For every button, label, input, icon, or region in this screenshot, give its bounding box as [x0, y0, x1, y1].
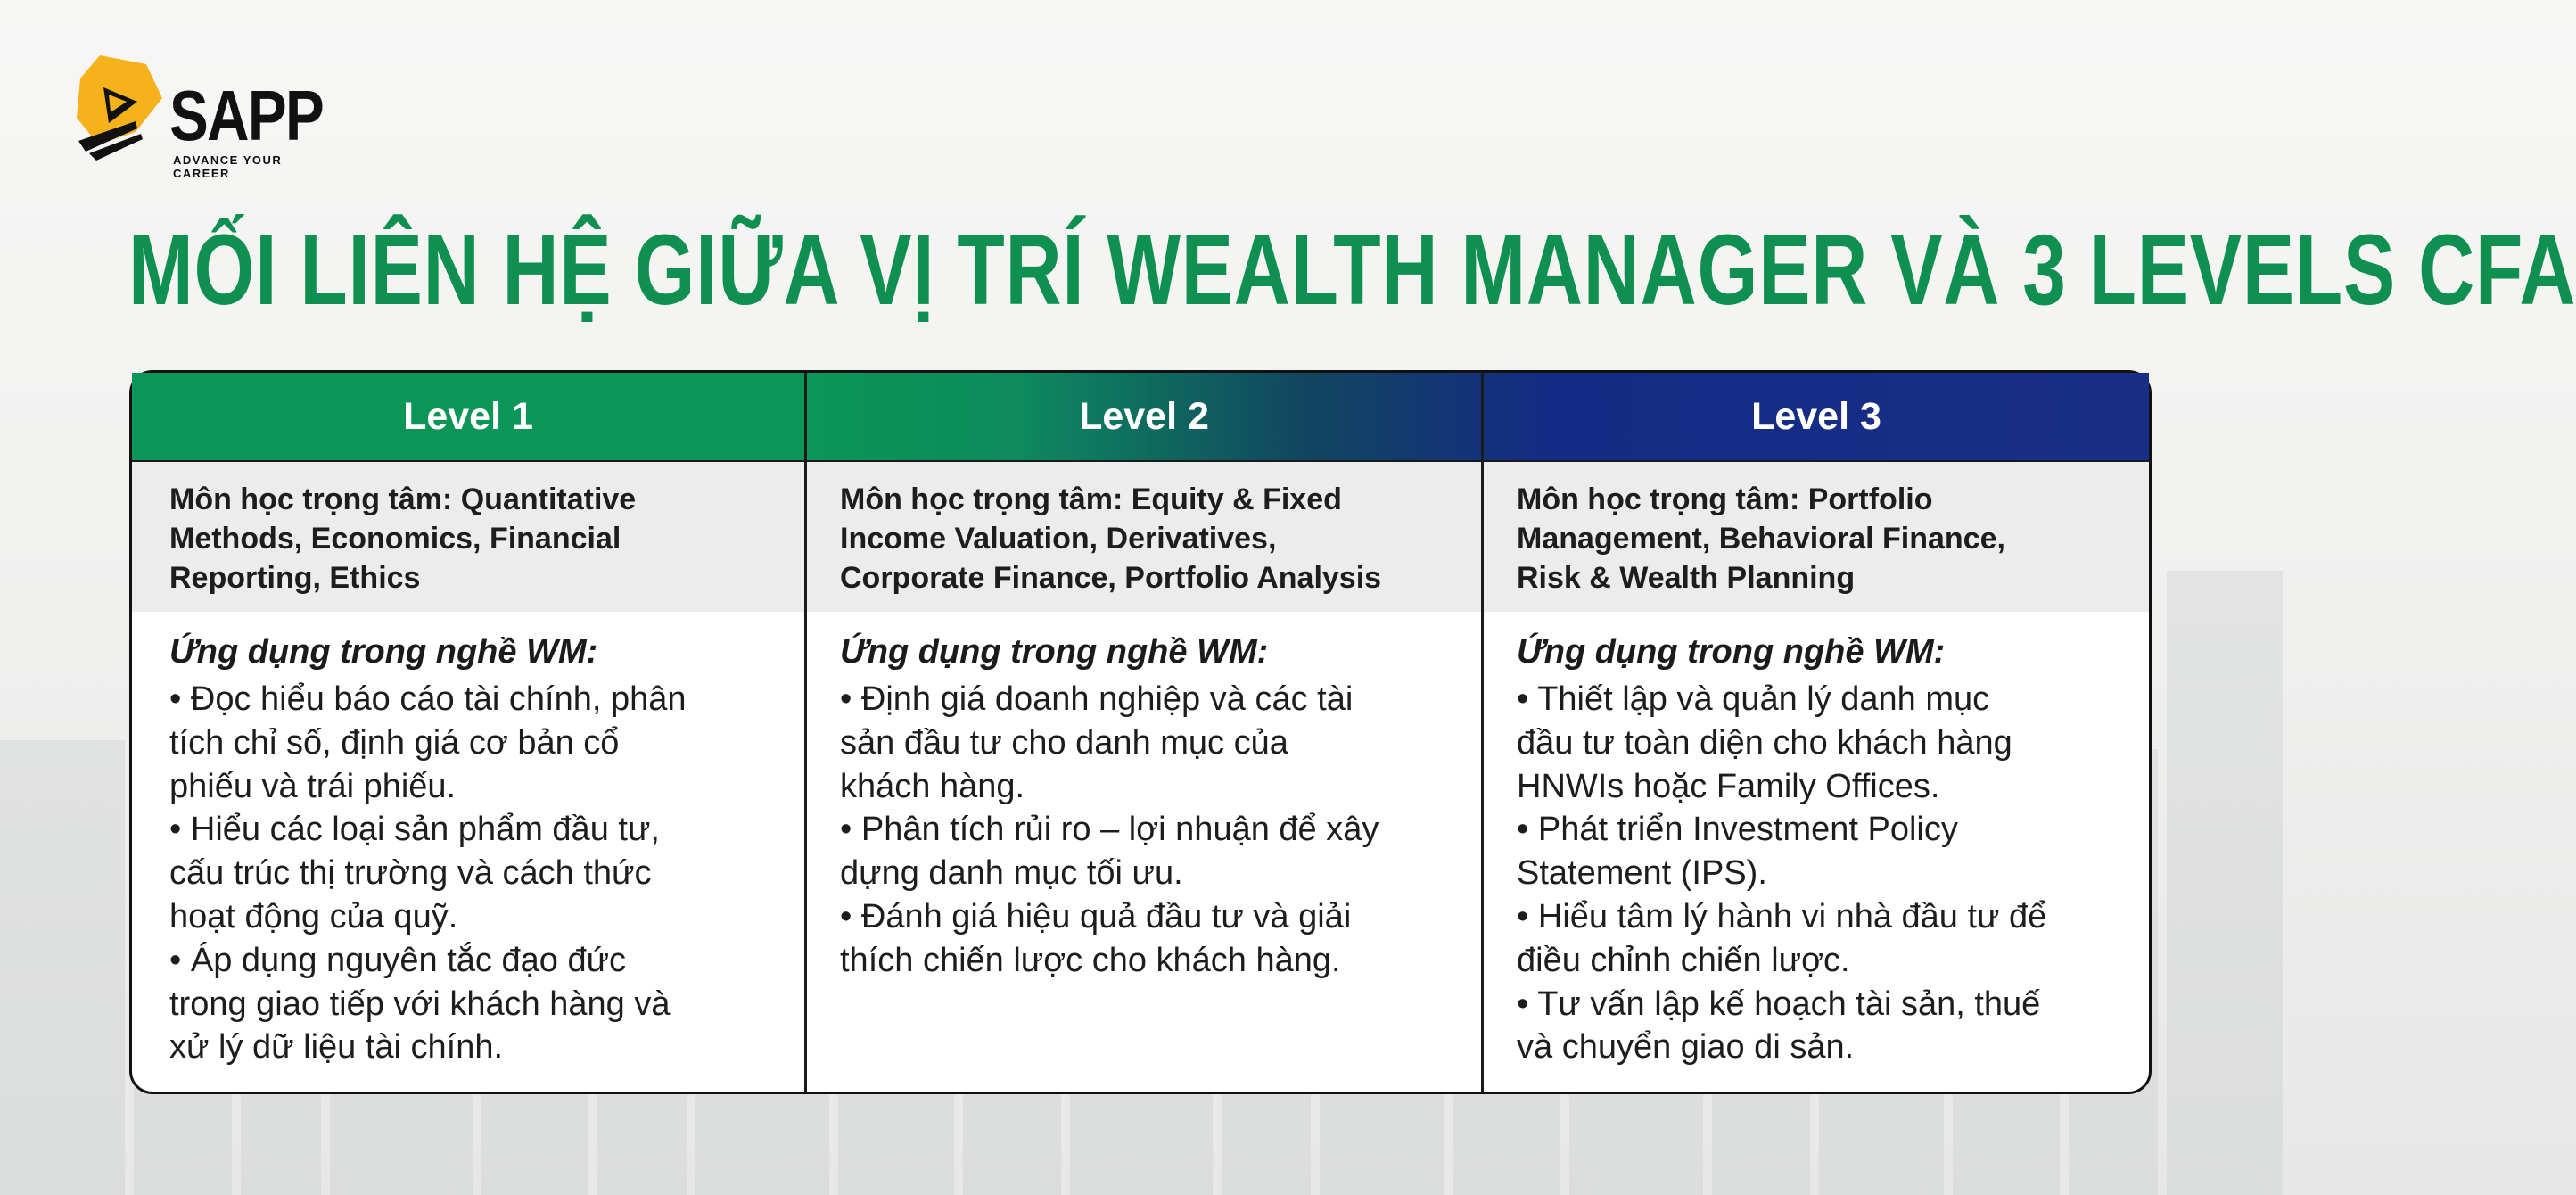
focus-line: Management, Behavioral Finance,	[1517, 522, 2005, 556]
list-item: • Đọc hiểu báo cáo tài chính, phân tích chỉ số, định giá cơ bản cổ phiếu và trái phiếu.	[169, 678, 785, 808]
focus-line: Môn học trọng tâm: Equity & Fixed	[840, 482, 1342, 516]
sapp-logo[interactable]	[73, 55, 332, 180]
focus-line: Corporate Finance, Portfolio Analysis	[840, 561, 1382, 595]
header-divider	[132, 460, 2149, 462]
sapp-logo-mark-icon	[73, 55, 171, 162]
application-title-level-1: Ứng dụng trong nghề WM:	[169, 633, 598, 671]
focus-line: Reporting, Ethics	[169, 561, 421, 595]
application-list-level-3	[1517, 678, 2132, 1069]
column-divider	[1481, 373, 1484, 1092]
list-item: • Đánh giá hiệu quả đầu tư và giải thích chiến lược cho khách hàng.	[840, 895, 1464, 983]
focus-subjects-level-1	[169, 480, 776, 598]
list-item: • Tư vấn lập kế hoạch tài sản, thuế và chuyển giao di sản.	[1517, 983, 2132, 1070]
table-header-row	[132, 373, 2149, 460]
application-title-level-2: Ứng dụng trong nghề WM:	[840, 633, 1269, 671]
focus-line: Methods, Economics, Financial	[169, 522, 621, 556]
list-item: • Hiểu các loại sản phẩm đầu tư, cấu trúc thị trường và cách thức hoạt động của quỹ.	[169, 808, 785, 938]
focus-subjects-level-2	[840, 480, 1455, 598]
focus-line: Risk & Wealth Planning	[1517, 561, 1856, 595]
header-level-2: Level 2	[1079, 394, 1209, 438]
application-title-level-3: Ứng dụng trong nghề WM:	[1517, 633, 1946, 671]
logo-tagline: ADVANCE YOUR CAREER	[173, 153, 283, 180]
list-item: • Hiểu tâm lý hành vi nhà đầu tư để điều chỉnh chiến lược.	[1517, 895, 2132, 983]
focus-line: Môn học trọng tâm: Portfolio	[1517, 482, 1933, 516]
focus-line: Income Valuation, Derivatives,	[840, 522, 1277, 556]
header-level-1: Level 1	[403, 394, 533, 438]
list-item: • Áp dụng nguyên tắc đạo đức trong giao tiếp với khách hàng và xử lý dữ liệu tài chính.	[169, 939, 785, 1069]
focus-line: Môn học trọng tâm: Quantitative	[169, 482, 637, 516]
application-list-level-2	[840, 678, 1464, 983]
list-item: • Phân tích rủi ro – lợi nhuận để xây dựng danh mục tối ưu.	[840, 808, 1464, 895]
column-divider	[804, 373, 807, 1092]
logo-wordmark: SAPP	[169, 76, 324, 155]
list-item: • Định giá doanh nghiệp và các tài sản đầu tư cho danh mục của khách hàng.	[840, 678, 1464, 808]
header-level-3: Level 3	[1751, 394, 1881, 438]
cfa-levels-table	[129, 370, 2152, 1094]
page-title: MỐI LIÊN HỆ GIỮA VỊ TRÍ WEALTH MANAGER VÀ 3 LEVELS CFA	[128, 214, 2576, 326]
list-item: • Thiết lập và quản lý danh mục đầu tư toàn diện cho khách hàng HNWIs hoặc Family Offices.	[1517, 678, 2132, 808]
focus-subjects-level-3	[1517, 480, 2132, 598]
list-item: • Phát triển Investment Policy Statement (IPS).	[1517, 808, 2132, 895]
application-list-level-1	[169, 678, 785, 1069]
